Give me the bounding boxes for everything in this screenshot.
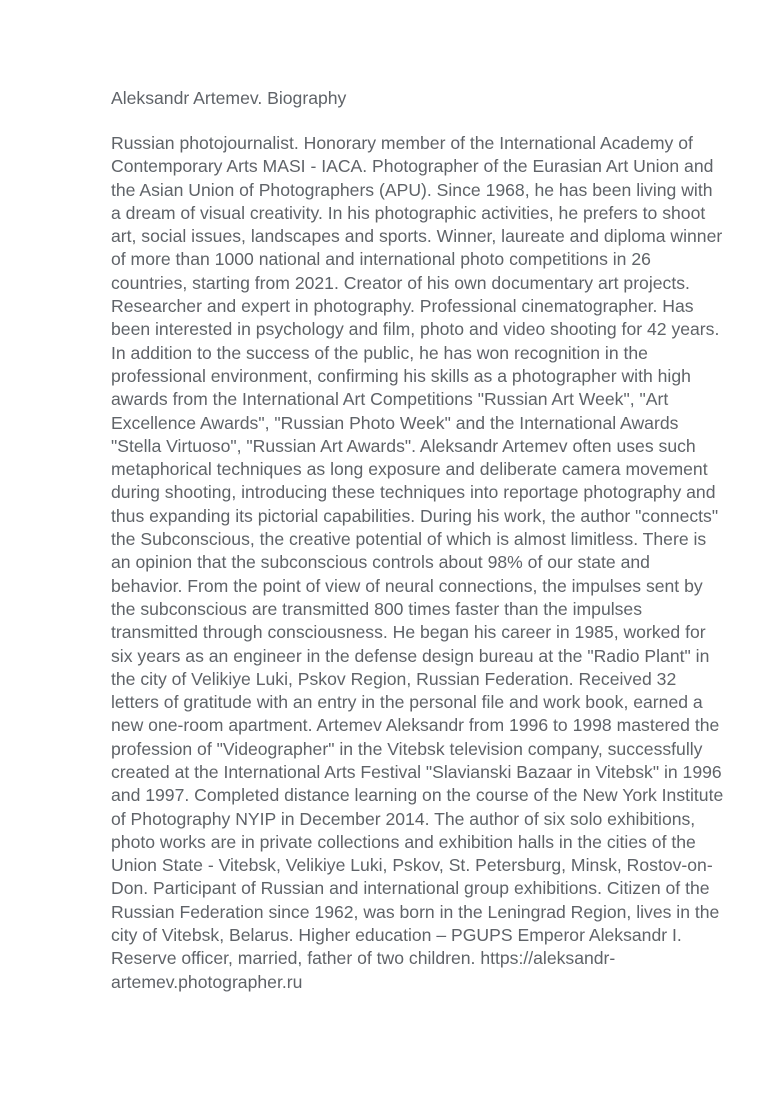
- biography-paragraph: [111, 132, 726, 994]
- document-title: Aleksandr Artemev. Biography: [111, 88, 347, 108]
- biography-text: Russian photojournalist. Honorary member of the International Academy of Contemporary Arts MASI - IACA. Photographer of the Eurasian Art Union and the Asian Union of Photographers (APU). Since 1968, he has been living with a dream of visual creativity. In his photographic activities, he prefers to shoot art, social issues, landscapes and sports. Winner, laureate and diploma winner of more than 1000 national and international photo competitions in 26 countries, starting from 2021. Creator of his own documentary art projects. Researcher and expert in photography. Professional cinematographer. Has been interested in psychology and film, photo and video shooting for 42 years. In addition to the success of the public, he has won recognition in the professional environment, confirming his skills as a photographer with high awards from the International Art Competitions "Russian Art Week", "Art Excellence Awards", "Russian Photo Week" and the International Awards "Stella Virtuoso", "Russian Art Awards". Aleksandr Artemev often uses such metaphorical techniques as long exposure and deliberate camera movement during shooting, introducing these techniques into reportage photography and thus expanding its pictorial capabilities. During his work, the author "connects" the Subconscious, the creative potential of which is almost limitless. There is an opinion that the subconscious controls about 98% of our state and behavior. From the point of view of neural connections, the impulses sent by the subconscious are transmitted 800 times faster than the impulses transmitted through consciousness. He began his career in 1985, worked for six years as an engineer in the defense design bureau at the "Radio Plant" in the city of Velikiye Luki, Pskov Region, Russian Federation. Received 32 letters of gratitude with an entry in the personal file and work book, earned a new one-room apartment. Artemev Aleksandr from 1996 to 1998 mastered the profession of "Videographer" in the Vitebsk television company, successfully created at the International Arts Festival "Slavianski Bazaar in Vitebsk" in 1996 and 1997. Completed distance learning on the course of the New York Institute of Photography NYIP in December 2014. The author of six solo exhibitions, photo works are in private collections and exhibition halls in the cities of the Union State - Vitebsk, Velikiye Luki, Pskov, St. Petersburg, Minsk, Rostov-on-Don. Participant of Russian and international group exhibitions. Citizen of the Russian Federation since 1962, was born in the Leningrad Region, lives in the city of Vitebsk, Belarus. Higher education – PGUPS Emperor Aleksandr I. Reserve officer, married, father of two children.: [111, 132, 724, 969]
- document-body: [111, 87, 726, 994]
- website-url: https://aleksandr-artemev.photographer.ru: [111, 948, 616, 992]
